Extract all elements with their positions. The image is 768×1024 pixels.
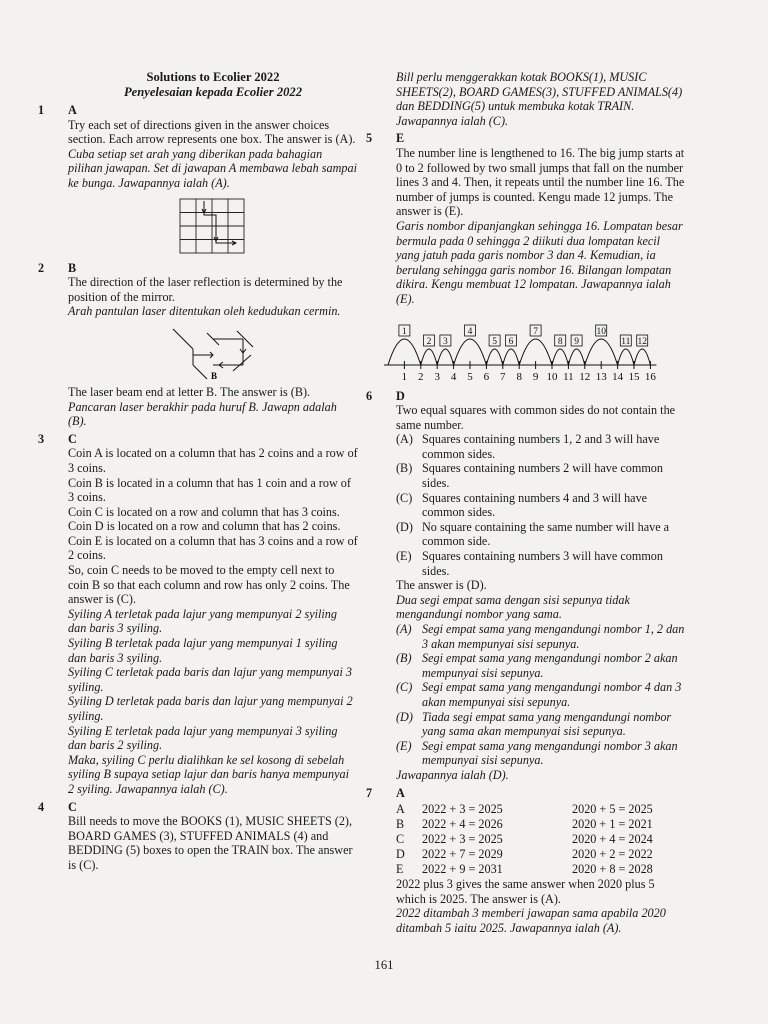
question-number: 4 [38,799,45,814]
jump-arc [618,349,634,365]
line-en: So, coin C needs to be moved to the empty cell next to coin B so that each column and row has only 2 coins. The answer is (C). [68,563,350,607]
tick-label: 15 [628,370,640,383]
option-ms-c: (C) Segi empat sama yang mengandungi nombor 4 dan 3 akan mempunyai sisi sepunya. [396,680,682,709]
explanation-ms: Arah pantulan laser ditentukan oleh kedudukan cermin. [68,304,341,319]
calculation-table [396,802,686,877]
explanation-en: The number line is lengthened to 16. The big jump starts at 0 to 2 followed by two small jumps that fall on the number lines 3 and 4. Then, it repeats until the number line 16. The number of jumps is counted. Kengu made 12 jumps. The answer is (E). [396,145,685,219]
jump-label: 7 [533,326,538,337]
explanation-ms: Dua segi empat sama dengan sisi sepunya tidak mengandungi nombor yang sama. [396,592,630,622]
tick-label: 8 [516,370,522,383]
option-en-a: (A) Squares containing numbers 1, 2 and 3 will have common sides. [396,432,660,461]
option-en-d: (D) No square containing the same number will have a common side. [396,519,670,549]
solution-4-continued [366,70,686,128]
jump-arc [486,349,502,365]
question-number: 2 [38,260,45,275]
explanation-ms: Bill perlu menggerakkan kotak BOOKS(1), MUSIC SHEETS(2), BOARD GAMES(3), STUFFED ANIMALS(4) dan BEDDING(5) untuk membuka kotak TRAIN. Jawapannya ialah (C). [396,70,683,128]
jump-label: 4 [467,326,473,337]
jump-label: 12 [637,336,647,347]
table-row: C 2022 + 3 = 2025 2020 + 4 = 2024 [396,832,653,847]
jump-arc [634,349,650,365]
jump-label: 9 [574,336,579,347]
tick-label: 12 [579,370,591,383]
tick-label: 16 [644,370,656,383]
line-ms: Syiling B terletak pada lajur yang mempunyai 1 syiling dan baris 3 syiling. [68,636,338,665]
line-en: Coin A is located on a column that has 2 coins and a row of 3 coins. [68,446,358,475]
conclusion-en: The laser beam end at letter B. The answer is (B). [68,384,311,399]
question-number: 6 [366,388,373,403]
jump-arc [503,349,519,365]
jump-label: 2 [426,336,432,347]
answer-letter: A [396,785,405,800]
explanation-ms: Cuba setiap set arah yang diberikan pada bahagian pilihan jawapan. Set di jawapan A membawa lebah sampai ke bunga. Jawapannya ialah (A). [68,146,358,190]
explanation-en: Try each set of directions given in the answer choices section. Each arrow represents one box. The answer is (A). [68,117,356,147]
laser-mirror-figure [163,325,263,381]
option-en-b: (B) Squares containing numbers 2 will have common sides. [396,461,663,491]
jump-label: 10 [596,326,606,337]
answer-letter: A [68,103,77,117]
tick-label: 6 [483,370,490,383]
question-number: 5 [366,131,373,146]
number-line-figure [374,313,664,385]
jump-arc [437,349,453,365]
jump-arc [421,349,437,365]
answer-letter: D [396,388,405,403]
solution-5 [366,131,686,384]
tick-label: 9 [532,370,539,383]
explanation-en: Bill needs to move the BOOKS (1), MUSIC SHEETS (2), BOARD GAMES (3), STUFFED ANIMALS (4) and BEDDING (5) boxes to open the TRAIN box. The answer is (C). [68,814,353,872]
tick-label: 13 [595,370,607,383]
tick-label: 4 [450,370,457,383]
question-number: 7 [366,785,373,800]
line-ms: Maka, syiling C perlu dialihkan ke sel kosong di sebelah syiling B supaya setiap lajur dan baris hanya mempunyai 2 syiling. Jawapannya ialah (C). [68,752,349,796]
jump-arc [568,349,584,365]
tick-label: 1 [401,370,408,383]
solution-2 [38,261,358,429]
option-ms-b: (B) Segi empat sama yang mengandungi nombor 2 akan mempunyai sisi sepunya. [396,651,678,680]
explanation-en: The direction of the laser reflection is determined by the position of the mirror. [68,275,343,304]
tick-label: 2 [418,370,424,383]
table-row: E 2022 + 9 = 2031 2020 + 8 = 2028 [396,862,653,877]
answer-letter: C [68,799,77,814]
bee-grid-figure [178,197,248,257]
explanation-ms: Garis nombor dipanjangkan sehingga 16. Lompatan besar bermula pada 0 sehingga 2 diikuti dua lompatan kecil yang jatuh pada garis nombor 3 dan 4. Kemudian, ia berulang sehingga garis nombor 16. Bilangan lompatan dikira. Kengu membuat 12 lompatan. Jawapannya ialah (E). [396,218,683,306]
line-ms: Syiling E terletak pada lajur yang mempunyai 3 syiling dan baris 2 syiling. [68,723,338,753]
question-number: 3 [38,431,45,446]
line-en: Coin B is located in a column that has 1 coin and a row of 3 coins. [68,475,351,505]
table-row: B 2022 + 4 = 2026 2020 + 1 = 2021 [396,817,653,832]
tick-label: 5 [467,370,473,383]
line-en: Coin D is located on a row and column that has 2 coins. [68,519,341,534]
jump-arc [552,349,568,365]
option-ms-e: (E) Segi empat sama yang mengandungi nombor 3 akan mempunyai sisi sepunya. [396,738,678,768]
option-ms-d: (D) Tiada segi empat sama yang mengandungi nombor yang sama akan mempunyai sisi sepunya. [396,709,672,739]
jump-label: 5 [492,336,497,347]
answer-letter: C [68,431,77,446]
left-column [38,70,358,873]
explanation-ms: 2022 ditambah 3 memberi jawapan sama apabila 2020 ditambah 5 iaitu 2025. Jawapannya ialah (A). [396,906,666,935]
question-number: 1 [38,103,45,117]
solution-4 [38,800,358,873]
jump-label: 8 [557,336,563,347]
answer-letter: B [68,260,77,275]
tick-label: 14 [612,370,624,383]
conclusion-ms: Pancaran laser berakhir pada huruf B. Jawapn adalah (B). [68,399,337,429]
jump-label: 1 [402,326,407,337]
answer-ms: Jawapannya ialah (D). [396,767,509,782]
line-ms: Syiling D terletak pada baris dan lajur yang mempunyai 2 syiling. [68,694,353,723]
table-row: A 2022 + 3 = 2025 2020 + 5 = 2025 [396,802,653,817]
option-en-c: (C) Squares containing numbers 4 and 3 will have common sides. [396,490,648,520]
tick-label: 10 [546,370,558,383]
page-title: Solutions to Ecolier 2022 [146,70,280,84]
right-column [366,70,686,936]
line-ms: Syiling C terletak pada baris dan lajur yang mempunyai 3 syiling. [68,665,353,694]
option-en-e: (E) Squares containing numbers 3 will have common sides. [396,549,663,578]
option-ms-a: (A) Segi empat sama yang mengandungi nombor 1, 2 dan 3 akan mempunyai sisi sepunya. [396,622,685,651]
jump-label: 6 [508,336,514,347]
answer-en: The answer is (D). [396,578,487,593]
table-row: D 2022 + 7 = 2029 2020 + 2 = 2022 [396,847,653,862]
jump-label: 3 [443,336,448,347]
solution-3 [38,432,358,797]
line-ms: Syiling A terletak pada lajur yang mempunyai 2 syiling dan baris 3 syiling. [68,606,337,636]
solution-1 [38,103,358,257]
jump-label: 11 [621,336,631,347]
solution-6 [366,389,686,783]
tick-label: 7 [500,370,506,383]
line-en: Coin C is located on a row and column that has 3 coins. [68,504,340,519]
solution-7 [366,786,686,936]
page-subtitle: Penyelesaian kepada Ecolier 2022 [123,85,303,99]
explanation-en: Two equal squares with common sides do not contain the same number. [396,403,676,432]
figure-label-b: B [211,370,218,381]
tick-label: 11 [563,370,574,383]
explanation-en: 2022 plus 3 gives the same answer when 2020 plus 5 which is 2025. The answer is (A). [396,877,655,906]
tick-label: 3 [434,370,440,383]
answer-letter: E [396,131,405,146]
page-number: 161 [374,958,394,972]
line-en: Coin E is located on a column that has 3 coins and a row of 2 coins. [68,533,358,563]
